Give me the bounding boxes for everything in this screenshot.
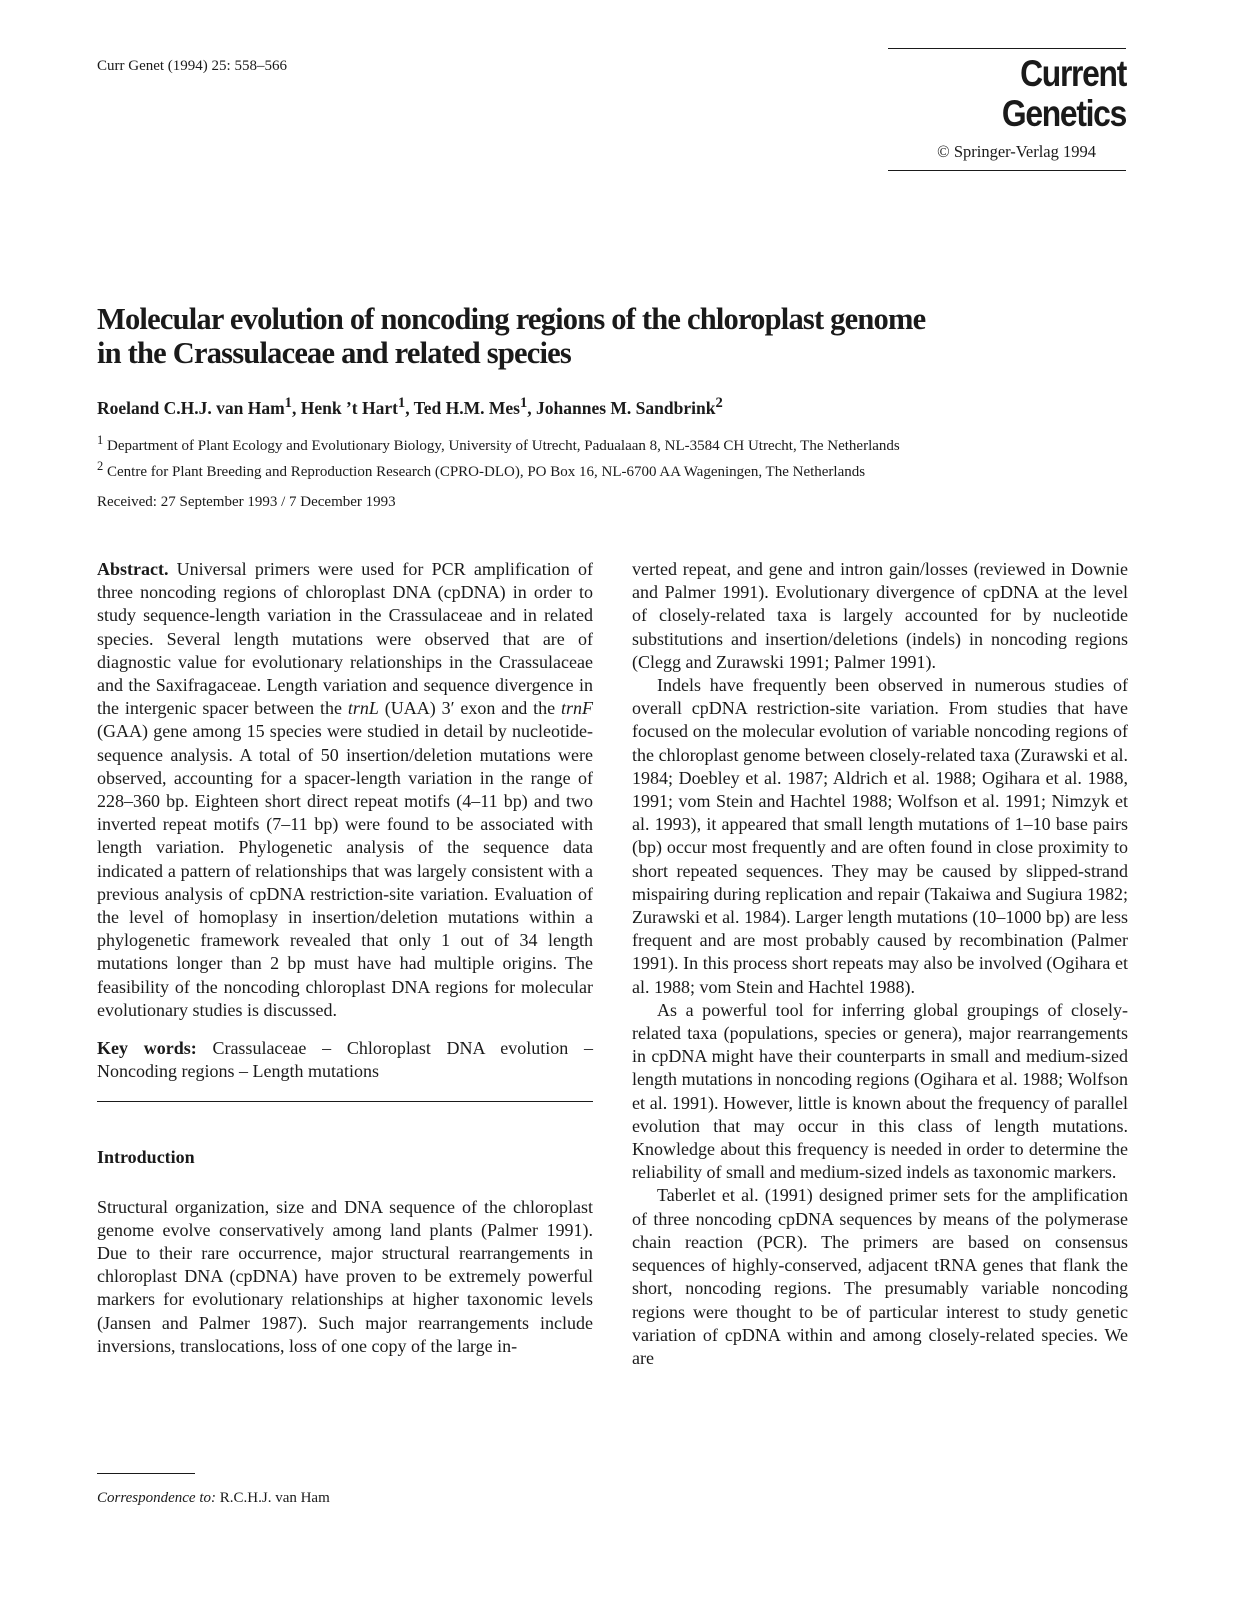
body-paragraph: Indels have frequently been observed in numerous studies of overall cpDNA restriction-site variation. From studies that have focused on the molecular evolution of variable noncoding regions of the chloroplast genome between closely-related taxa (Zurawski et al. 1984; Doebley et al. 1987; Aldrich et al. 1988; Ogihara et al. 1988, 1991; vom Stein and Hachtel 1988; Wolfson et al. 1991; Nimzyk et al. 1993), it appeared that small length mutations of 1–10 base pairs (bp) occur most frequently and are often found in close proximity to short repeated sequences. They may be caused by slipped-strand mispairing during replication and repair (Takaiwa and Sugiura 1982; Zurawski et al. 1984). Larger length mutations (10–1000 bp) are less frequent and are most probably caused by recombination (Palmer 1991). In this process short repeats may also be involved (Ogihara et al. 1988; vom Stein and Hachtel 1988). [632,675,1128,997]
affiliation-item [97,430,900,456]
author-name: Ted H.M. Mes [413,397,520,418]
affiliation-text: Centre for Plant Breeding and Reproduction Research (CPRO-DLO), PO Box 16, NL-6700 AA Wageningen, The Netherlands [107,464,866,480]
keywords-label: Key words: [97,1038,197,1059]
body-paragraph: Structural organization, size and DNA sequence of the chloroplast genome evolve conservatively among land plants (Palmer 1991). Due to their rare occurrence, major structural rearrangements in chloroplast DNA (cpDNA) have proven to be extremely powerful markers for evolutionary relationships at higher taxonomic levels (Jansen and Palmer 1987). Such major rearrangements include inversions, translocations, loss of one copy of the large in- [97,1196,593,1356]
author-name: Henk ’t Hart [300,397,398,418]
received-dates: Received: 27 September 1993 / 7 December 1993 [97,494,396,510]
body-paragraph: As a powerful tool for inferring global groupings of closely-related taxa (populations, species or genera), major rearrangements in cpDNA might have their counterparts in small and medium-sized length mutations in noncoding regions (Ogihara et al. 1988; Wolfson et al. 1991). However, little is known about the frequency of parallel evolution that may occur in this class of length mutations. Knowledge about this frequency is needed in order to determine the reliability of small and medium-sized indels as taxonomic markers. [632,999,1128,1183]
masthead-bottom-rule [888,170,1126,171]
affiliation-item [97,456,900,482]
author-affil-mark: 1 [519,395,528,411]
section-divider [97,1101,593,1102]
affiliation-text: Department of Plant Ecology and Evolutionary Biology, University of Utrecht, Padualaan 8, NL-3584 CH Utrecht, The Netherlands [107,438,900,454]
section-heading-introduction: Introduction [97,1147,195,1168]
left-column [97,558,593,1358]
title-line-1: Molecular evolution of noncoding regions of the chloroplast genome [97,302,926,336]
correspondence-label: Correspondence to: [97,1490,217,1506]
correspondence-name: R.C.H.J. van Ham [216,1490,330,1506]
article-title [97,302,1157,370]
author-name: Johannes M. Sandbrink [536,397,716,418]
affiliations [97,430,900,482]
abstract-text: (GAA) gene among 15 species were studied in detail by nucleotide-sequence analysis. A total of 50 insertion/deletion mutations were observed, accounting for a spacer-length variation in the range of 228–360 bp. Eighteen short direct repeat motifs (4–11 bp) and two inverted repeat motifs (7–11 bp) were found to be associated with length variation. Phylogenetic analysis of the sequence data indicated a pattern of relationships that was largely consistent with a previous analysis of cpDNA restriction-site variation. Evaluation of the level of homoplasy in insertion/deletion mutations within a phylogenetic framework revealed that only 1 out of 34 length mutations longer than 2 bp must have had multiple origins. The feasibility of the noncoding chloroplast DNA regions for molecular evolutionary studies is discussed. [97,721,593,1020]
journal-citation: Curr Genet (1994) 25: 558–566 [97,58,287,74]
gene-name: trnL [347,698,379,719]
affiliation-mark: 2 [97,459,104,473]
abstract-text: (UAA) 3′ exon and the [378,698,561,719]
copyright-notice: © Springer-Verlag 1994 [937,142,1096,161]
title-line-2: in the Crassulaceae and related species [97,336,571,370]
author-affil-mark: 1 [284,395,292,411]
keywords-text: Crassulaceae – Chloroplast DNA evolution – Noncoding regions – Length mutations [97,1038,593,1082]
correspondence-note [97,1490,330,1507]
masthead-top-rule [888,48,1126,49]
author-affil-mark: 1 [397,395,406,411]
abstract-text: Universal primers were used for PCR amplification of three noncoding regions of chloroplast DNA (cpDNA) in order to study sequence-length variation in the Crassulaceae and in related species. Several length mutations were observed that are of diagnostic value for evolutionary relationships in the Crassulaceae and the Saxifragaceae. Length variation and sequence divergence in the intergenic spacer between the [97,559,593,719]
journal-name: Current Genetics [1001,53,1126,134]
journal-masthead [888,48,1126,171]
abstract-label: Abstract. [97,559,169,579]
gene-name: trnF [560,698,593,719]
affiliation-mark: 1 [97,433,104,447]
right-column [632,558,1128,1370]
author-name: Roeland C.H.J. van Ham [97,397,285,418]
author-list: Roeland C.H.J. van Ham$^1$, Henk ’t Hart$^1$, Ted H.M. Mes$^1$, Johannes M. Sandbrink$^2$ [97,395,723,418]
body-paragraph: Taberlet et al. (1991) designed primer sets for the amplification of three noncoding cpDNA sequences by means of the polymerase chain reaction (PCR). The primers are based on consensus sequences of highly-conserved, adjacent tRNA genes that flank the short, noncoding regions. The presumably variable noncoding regions were thought to be of particular interest to study genetic variation of cpDNA within and among closely-related species. We are [632,1185,1128,1368]
author-affil-mark: 2 [715,395,723,411]
body-paragraph: verted repeat, and gene and intron gain/losses (reviewed in Downie and Palmer 1991). Evolutionary divergence of cpDNA at the level of closely-related taxa is largely accounted for by nucleotide substitutions and insertion/deletions (indels) in noncoding regions (Clegg and Zurawski 1991; Palmer 1991). [632,559,1128,672]
abstract [97,558,593,1022]
keywords [97,1037,593,1083]
footnote-rule [97,1473,195,1474]
